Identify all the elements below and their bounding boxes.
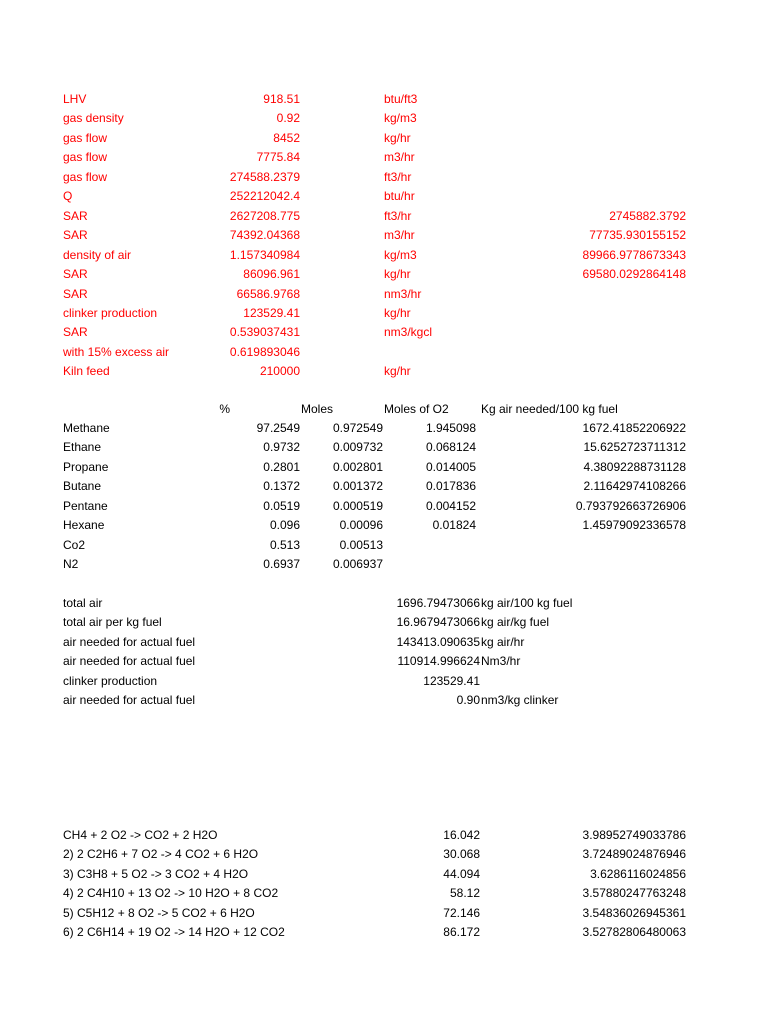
property-label: SAR [63,208,88,223]
gas-moles-o2: 0.014005 [425,459,476,474]
reaction-equation: 4) 2 C4H10 + 13 O2 -> 10 H2O + 8 CO2 [63,886,279,901]
property-unit: kg/hr [384,364,411,379]
property-unit: kg/hr [384,305,411,320]
molecular-weight: 72.146 [443,905,480,920]
total-unit: Nm3/hr [481,654,521,669]
property-value: 123529.41 [243,305,300,320]
molecular-weight: 44.094 [443,866,480,881]
air-fuel-ratio: 3.6286116024856 [590,866,686,881]
property-extra-value [500,92,686,106]
property-extra-value [500,325,686,339]
total-unit: kg air/kg fuel [481,615,550,630]
total-unit: kg air/100 kg fuel [481,596,573,610]
gas-air-needed [500,557,686,571]
property-extra-value [500,345,686,359]
property-unit [384,345,504,359]
gas-percent: 0.1372 [263,479,300,494]
reaction-equation: CH4 + 2 O2 -> CO2 + 2 H2O [63,828,218,842]
property-extra-value [500,189,686,203]
gas-name: Methane [63,421,110,435]
property-label: Kiln feed [63,364,110,379]
molecular-weight: 86.172 [443,925,480,940]
property-unit: btu/hr [384,189,415,204]
property-label: SAR [63,228,88,243]
property-extra-value [500,150,686,164]
property-unit: kg/m3 [384,247,417,262]
gas-moles: 0.001372 [332,479,383,494]
gas-name: Butane [63,479,102,494]
property-extra-value: 89966.9778673343 [582,247,686,262]
property-extra-value [500,364,686,378]
total-value: 123529.41 [423,673,480,688]
total-label: air needed for actual fuel [63,654,196,669]
property-label: gas density [63,111,124,126]
gas-moles-o2: 0.017836 [425,479,476,494]
gas-percent: 0.6937 [263,557,300,572]
gas-percent: 0.2801 [263,459,300,474]
gas-moles-o2: 0.068124 [425,440,476,455]
property-extra-value [500,306,686,320]
property-unit: nm3/hr [384,286,422,301]
property-unit: m3/hr [384,228,415,243]
air-fuel-ratio: 3.57880247763248 [582,886,686,901]
property-value: 66586.9768 [236,286,300,301]
property-unit: kg/hr [384,130,411,145]
gas-percent: 0.9732 [263,440,300,455]
air-fuel-ratio: 3.98952749033786 [582,828,686,842]
reaction-equation: 2) 2 C2H6 + 7 O2 -> 4 CO2 + 6 H2O [63,847,259,862]
gas-air-needed: 15.6252723711312 [583,440,686,455]
molecular-weight: 58.12 [449,886,480,901]
property-extra-value: 77735.930155152 [589,228,686,243]
total-value: 1696.79473066 [396,596,480,610]
gas-moles: 0.002801 [332,459,383,474]
col-header-percent: % [219,402,230,416]
property-label: gas flow [63,169,108,184]
property-unit: kg/hr [384,267,411,282]
property-label: LHV [63,92,87,106]
gas-moles-o2 [390,538,476,552]
gas-moles: 0.972549 [332,421,383,435]
reaction-equation: 6) 2 C6H14 + 19 O2 -> 14 H2O + 12 CO2 [63,925,285,940]
total-label: total air per kg fuel [63,615,162,630]
property-value: 8452 [273,130,300,145]
total-unit: nm3/kg clinker [481,693,559,708]
gas-name: Co2 [63,537,86,552]
gas-percent: 0.096 [269,518,300,533]
gas-moles: 0.006937 [332,557,383,572]
total-value: 143413.090635 [396,634,480,649]
property-extra-value [500,111,686,125]
property-label: SAR [63,286,88,301]
gas-name: Hexane [63,518,105,533]
gas-air-needed: 1.45979092336578 [582,518,686,533]
property-extra-value: 2745882.3792 [609,208,686,223]
property-extra-value [500,287,686,301]
gas-moles: 0.009732 [332,440,383,455]
gas-moles-o2 [390,557,476,571]
gas-name: Pentane [63,498,108,513]
gas-moles-o2: 0.004152 [425,498,476,513]
gas-percent: 97.2549 [256,421,300,435]
col-header-air-needed: Kg air needed/100 kg fuel [481,402,618,416]
gas-moles: 0.000519 [332,498,383,513]
property-label: clinker production [63,305,158,320]
gas-moles: 0.00513 [339,537,383,552]
gas-percent: 0.513 [269,537,300,552]
total-unit [481,674,631,688]
gas-moles-o2: 1.945098 [425,421,476,435]
col-header-moles-o2: Moles of O2 [384,402,449,416]
gas-name: Ethane [63,440,102,455]
gas-name: Propane [63,459,109,474]
gas-air-needed: 4.38092288731128 [583,459,686,474]
property-label: gas flow [63,130,108,145]
gas-percent: 0.0519 [263,498,300,513]
total-unit: kg air/hr [481,634,525,649]
property-value: 86096.961 [243,267,300,282]
air-fuel-ratio: 3.54836026945361 [582,905,686,920]
property-value: 210000 [259,364,300,379]
property-label: with 15% excess air [63,344,170,359]
total-label: total air [63,596,103,610]
gas-moles: 0.00096 [339,518,383,533]
property-value: 918.51 [263,92,300,106]
property-extra-value [500,170,686,184]
property-unit: kg/m3 [384,111,417,126]
property-value: 0.92 [276,111,300,126]
air-fuel-ratio: 3.72489024876946 [582,847,686,862]
total-label: clinker production [63,673,158,688]
property-value: 1.157340984 [229,247,300,262]
property-value: 7775.84 [256,150,300,165]
gas-air-needed: 2.11642974108266 [583,479,686,494]
property-label: SAR [63,267,88,282]
property-extra-value: 69580.0292864148 [582,267,686,282]
molecular-weight: 16.042 [443,828,480,842]
gas-moles-o2: 0.01824 [432,518,476,533]
total-value: 110914.996624 [397,654,480,669]
property-extra-value [500,131,686,145]
property-value: 2627208.775 [229,208,300,223]
property-value: 74392.04368 [229,228,300,243]
property-value: 0.619893046 [229,344,300,359]
property-unit: nm3/kgcl [384,325,433,340]
property-label: density of air [63,247,132,262]
gas-air-needed [500,538,686,552]
property-unit: ft3/hr [384,208,412,223]
molecular-weight: 30.068 [443,847,480,862]
reaction-equation: 5) C5H12 + 8 O2 -> 5 CO2 + 6 H2O [63,905,255,920]
property-label: gas flow [63,150,108,165]
air-fuel-ratio: 3.52782806480063 [582,925,686,940]
total-value: 16.9679473066 [396,615,480,630]
property-value: 252212042.4 [229,189,300,204]
property-value: 274588.2379 [229,169,300,184]
property-unit: btu/ft3 [384,92,418,106]
gas-air-needed: 0.793792663726906 [575,498,686,513]
property-value: 0.539037431 [229,325,300,340]
property-unit: m3/hr [384,150,415,165]
property-label: SAR [63,325,88,340]
property-unit: ft3/hr [384,169,412,184]
total-label: air needed for actual fuel [63,693,196,708]
col-header-moles: Moles [301,402,334,416]
reaction-equation: 3) C3H8 + 5 O2 -> 3 CO2 + 4 H2O [63,866,249,881]
property-label: Q [63,189,73,204]
total-value: 0.90 [456,693,480,708]
gas-air-needed: 1672.41852206922 [582,421,686,435]
total-label: air needed for actual fuel [63,634,196,649]
gas-name: N2 [63,557,79,572]
